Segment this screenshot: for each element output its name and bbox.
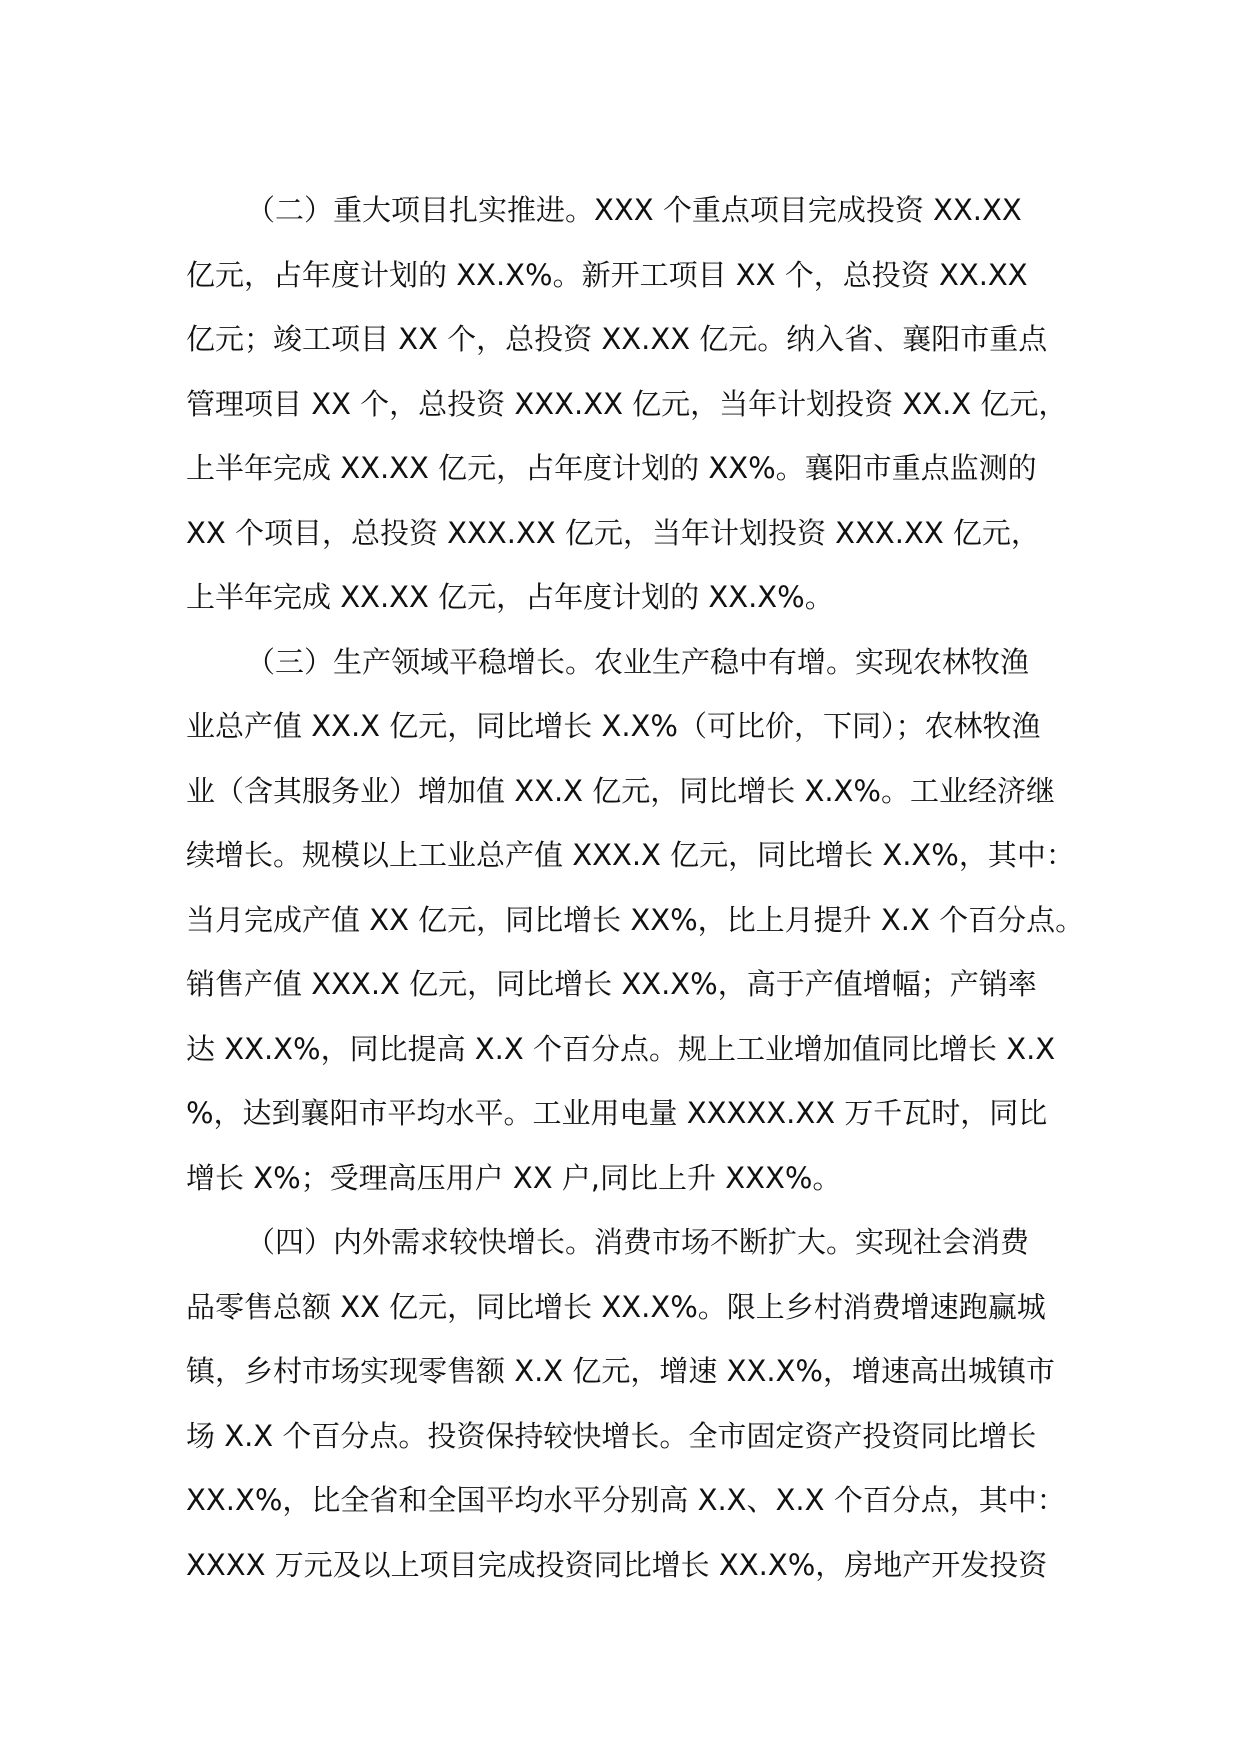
paragraph-4-line: 镇，乡村市场实现零售额 X.X 亿元，增速 XX.X%，增速高出城镇市: [186, 1354, 1055, 1388]
paragraph-3-line: 业（含其服务业）增加值 XX.X 亿元，同比增长 X.X%。工业经济继: [186, 773, 1055, 808]
paragraph-2-line: （二）重大项目扎实推进。XXX 个重点项目完成投资 XX.XX: [246, 193, 1022, 227]
paragraph-2-line: 亿元；竣工项目 XX 个，总投资 XX.XX 亿元。纳入省、襄阳市重点: [186, 322, 1048, 356]
paragraph-3-line: 续增长。规模以上工业总产值 XXX.X 亿元，同比增长 X.X%，其中：: [186, 838, 1075, 872]
paragraph-4-line: （四）内外需求较快增长。消费市场不断扩大。实现社会消费: [246, 1225, 1030, 1259]
paragraph-2-line: 亿元，占年度计划的 XX.X%。新开工项目 XX 个，总投资 XX.XX: [186, 257, 1028, 292]
paragraph-3-line: （三）生产领域平稳增长。农业生产稳中有增。实现农林牧渔: [246, 644, 1030, 679]
paragraph-4-line: 品零售总额 XX 亿元，同比增长 XX.X%。限上乡村消费增速跑赢城: [186, 1289, 1046, 1324]
paragraph-2-line: 上半年完成 XX.XX 亿元，占年度计划的 XX%。襄阳市重点监测的: [186, 451, 1037, 485]
paragraph-2-line: 管理项目 XX 个，总投资 XXX.XX 亿元，当年计划投资 XX.X 亿元，: [186, 386, 1068, 421]
paragraph-4-line: XXXX 万元及以上项目完成投资同比增长 XX.X%，房地产开发投资: [186, 1547, 1048, 1582]
document-body: [186, 178, 1085, 1597]
paragraph-2-line: 上半年完成 XX.XX 亿元，占年度计划的 XX.X%。: [186, 580, 834, 614]
paragraph-3-line: 增长 X%；受理高压用户 XX 户,同比上升 XXX%。: [186, 1160, 842, 1195]
paragraph-3-line: 销售产值 XXX.X 亿元，同比增长 XX.X%，高于产值增幅；产销率: [186, 967, 1037, 1001]
paragraph-2-line: XX 个项目，总投资 XXX.XX 亿元，当年计划投资 XXX.XX 亿元，: [186, 515, 1040, 550]
paragraph-3-line: 当月完成产值 XX 亿元，同比增长 XX%，比上月提升 X.X 个百分点。: [186, 902, 1085, 937]
paragraph-3-line: 达 XX.X%，同比提高 X.X 个百分点。规上工业增加值同比增长 X.X: [186, 1031, 1056, 1066]
paragraph-3-line: %，达到襄阳市平均水平。工业用电量 XXXXX.XX 万千瓦时，同比: [186, 1096, 1048, 1130]
paragraph-4-line: 场 X.X 个百分点。投资保持较快增长。全市固定资产投资同比增长: [186, 1418, 1037, 1453]
paragraph-4-line: XX.X%，比全省和全国平均水平分别高 X.X、X.X 个百分点，其中：: [186, 1483, 1066, 1517]
paragraph-3-line: 业总产值 XX.X 亿元，同比增长 X.X%（可比价，下同）；农林牧渔: [186, 709, 1041, 743]
